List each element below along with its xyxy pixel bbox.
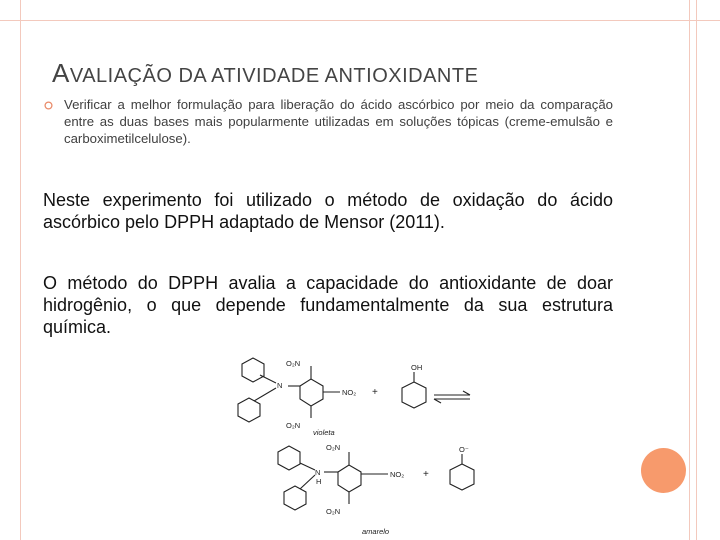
top-plus: + [372, 387, 378, 398]
title-rest: VALIAÇÃO DA ATIVIDADE ANTIOXIDANTE [69, 65, 479, 87]
bottom-phenyl-ring-2 [284, 486, 306, 510]
bottom-h-atom: H [316, 477, 322, 486]
decorative-circle [641, 448, 686, 493]
bullet-icon [44, 101, 53, 110]
top-phenyl-ring-2 [238, 398, 260, 422]
bottom-o2n-lower: O₂N [326, 507, 341, 516]
top-o2n-lower: O₂N [286, 421, 301, 430]
phenol-oh: OH [411, 363, 423, 372]
label-violeta: violeta [313, 428, 335, 437]
top-phenyl-ring-1 [242, 358, 264, 382]
paragraph-method: Neste experimento foi utilizado o método de oxidação do ácido ascórbico pelo DPPH adaptado de Mensor (2011). [43, 190, 613, 232]
bottom-phenyl-ring-1 [278, 446, 300, 470]
top-central-ring [300, 379, 323, 406]
phenoxide-o-minus: O⁻ [459, 445, 469, 454]
border-top-line [0, 20, 720, 21]
slide-title [52, 58, 478, 89]
top-n-atom: N [277, 381, 283, 390]
bottom-n-atom: N [315, 468, 321, 477]
phenol-ring [402, 382, 426, 408]
bottom-plus: + [423, 469, 429, 480]
bottom-o2n-upper: O₂N [326, 443, 341, 452]
top-o2n-upper: O₂N [286, 359, 301, 368]
border-left-line [20, 0, 21, 540]
border-right-line [696, 0, 697, 540]
phenoxide-ring [450, 464, 474, 490]
paragraph-dpph: O método do DPPH avalia a capacidade do antioxidante de doar hidrogênio, o que depende fundamentalmente da sua estrutura química. [43, 273, 613, 337]
title-initial: A [52, 58, 70, 88]
border-right-line-inner [689, 0, 690, 540]
dpph-reaction-diagram [220, 348, 490, 538]
label-amarelo: amarelo [362, 527, 390, 536]
bottom-central-ring [338, 465, 361, 492]
bullet-text: Verificar a melhor formulação para liberação do ácido ascórbico por meio da comparação entre as duas bases mais popularmente utilizadas em soluções tópicas (creme-emulsão e carboximetilcelulose). [64, 97, 613, 146]
bottom-no2: NO₂ [390, 470, 405, 479]
top-no2: NO₂ [342, 388, 357, 397]
